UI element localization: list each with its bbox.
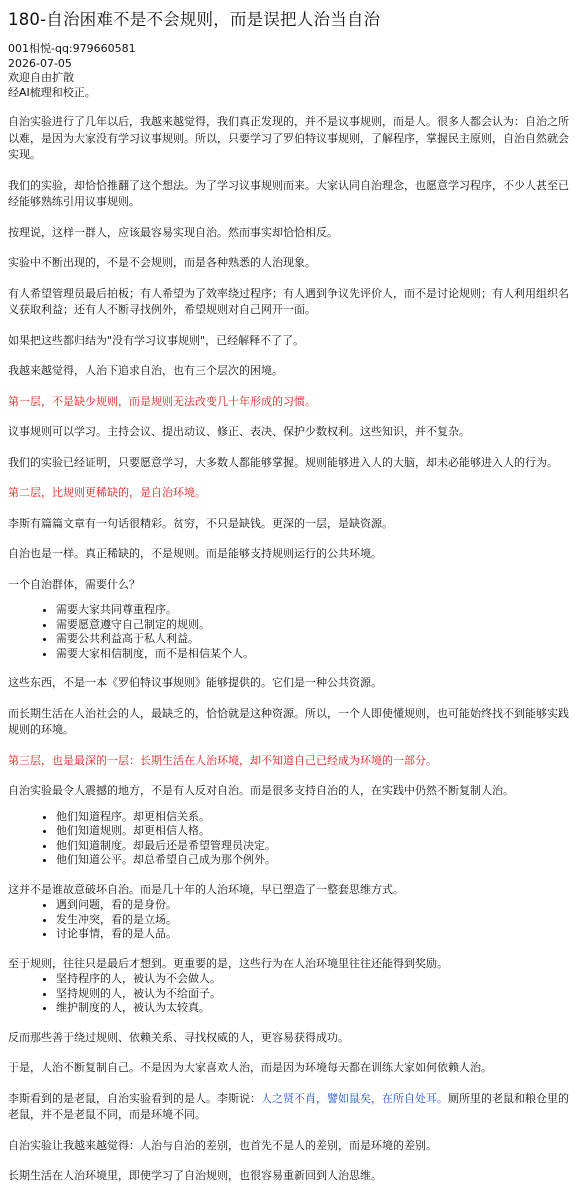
list-item: • 需要愿意遵守自己制定的规则。 [56, 618, 577, 633]
paragraph: 自治也是一样。真正稀缺的，不是规则。而是能够支持规则运行的公共环境。 [8, 547, 382, 560]
list-item: • 他们知道制度。却最后还是希望管理员决定。 [56, 839, 577, 854]
ai-note: 经AI梳理和校正。 [8, 85, 96, 99]
text-run: 厕所里的老鼠和粮仓里的老鼠，并不是老鼠不同，而是环境不同。 [8, 1091, 569, 1121]
paragraph: 如果把这些都归结为"没有学习议事规则"，已经解释不了了。 [8, 333, 305, 347]
list-item: • 需要大家相信制度，而不是相信某个人。 [56, 647, 577, 662]
list-item: • 他们知道公平。却总希望自己成为那个例外。 [56, 853, 577, 868]
paragraph: 议事规则可以学习。主持会议、提出动议、修正、表决、保护少数权利。这些知识，并不复杂。 [8, 425, 470, 438]
paragraph: 于是，人治不断复制自己。不是因为大家喜欢人治，而是因为环境每天都在训练大家如何依赖人治。 [8, 1061, 492, 1074]
paragraph: 这些东西，不是一本《罗伯特议事规则》能够提供的。它们是一种公共资源。 [8, 676, 382, 689]
quote-highlight: 人之贤不肖，譬如鼠矣，在所自处耳。 [261, 1091, 448, 1105]
text-run: 李斯看到的是老鼠，自治实验看到的是人。李斯说： [8, 1091, 261, 1105]
paragraph: 李斯有篇篇文章有一句话很精彩。贫穷，不只是缺钱。更深的一层，是缺资源。 [8, 516, 393, 530]
thinking-list [8, 898, 577, 942]
knowing-list [8, 810, 577, 868]
date-line: 2026-07-05 [8, 56, 72, 70]
list-item: • 坚持程序的人，被认为不会做人。 [56, 972, 577, 987]
list-item: • 需要公共利益高于私人利益。 [56, 632, 577, 647]
list-item: • 他们知道程序。却更相信关系。 [56, 810, 577, 825]
paragraph: 自治实验进行了几年以后，我越来越觉得，我们真正发现的，并不是议事规则，而是人。很多人都会认为：自治之所以难，是因为大家没有学习议事规则。所以，只要学习了罗伯特议事规则，了解程序，掌握民主原则，自治自然就会实现。 [8, 115, 569, 161]
paragraph: 自治实验让我越来越觉得：人治与自治的差别，也首先不是人的差别，而是环境的差别。 [8, 1138, 437, 1152]
paragraph: 自治实验最令人震撼的地方，不是有人反对自治。而是很多支持自治的人，在实践中仍然不断复制人治。 [8, 784, 514, 797]
list-item: • 遇到问题，看的是身份。 [56, 898, 577, 913]
paragraph: 长期生活在人治环境里，即使学习了自治规则，也很容易重新回到人治思维。 [8, 1169, 382, 1182]
share-note: 欢迎自由扩散 [8, 71, 74, 84]
section-heading-2: 第二层，比规则更稀缺的，是自治环境。 [8, 486, 206, 499]
paragraph: 一个自治群体，需要什么？ [8, 577, 140, 591]
paragraph [8, 1091, 577, 1124]
paragraph: 这并不是谁故意破坏自治。而是几十年的人治环境，早已塑造了一整套思维方式。 [8, 882, 404, 896]
article-meta [8, 42, 577, 100]
paragraph: 我们的实验，却恰恰推翻了这个想法。为了学习议事规则而来。大家认同自治理念，也愿意学习程序，不少人甚至已经能够熟练引用议事规则。 [8, 178, 569, 208]
reward-list [8, 972, 577, 1016]
section-heading-3: 第三层，也是最深的一层：长期生活在人治环境，却不知道自己已经成为环境的一部分。 [8, 753, 437, 767]
paragraph: 至于规则，往往只是最后才想到。更重要的是，这些行为在人治环境里往往还能得到奖励。 [8, 956, 448, 970]
paragraph: 有人希望管理员最后拍板；有人希望为了效率绕过程序；有人遇到争议先评价人，而不是讨论规则；有人利用组织名义获取利益；还有人不断寻找例外，希望规则对自己网开一面。 [8, 286, 569, 316]
list-item: • 坚持规则的人，被认为不给面子。 [56, 987, 577, 1002]
list-item: • 需要大家共同尊重程序。 [56, 603, 577, 618]
paragraph: 我越来越觉得，人治下追求自治，也有三个层次的困境。 [8, 364, 283, 377]
paragraph: 实验中不断出现的，不是不会规则，而是各种熟悉的人治现象。 [8, 256, 316, 269]
author-line: 001相悦-qq:979660581 [8, 42, 136, 55]
list-item: • 讨论事情，看的是人品。 [56, 927, 577, 942]
paragraph: 我们的实验已经证明，只要愿意学习，大多数人都能够掌握。规则能够进入人的大脑，却未必能够进入人的行为。 [8, 455, 558, 469]
list-item: • 他们知道规则。却更相信人格。 [56, 824, 577, 839]
section-heading-1: 第一层，不是缺少规则，而是规则无法改变几十年形成的习惯。 [8, 394, 316, 408]
paragraph: 而长期生活在人治社会的人，最缺乏的，恰恰就是这种资源。所以，一个人即使懂规则，也可能始终找不到能够实践规则的环境。 [8, 706, 569, 736]
needs-list [8, 603, 577, 661]
paragraph: 按理说，这样一群人，应该最容易实现自治。然而事实却恰恰相反。 [8, 225, 338, 239]
paragraph: 反而那些善于绕过规则、依赖关系、寻找权威的人，更容易获得成功。 [8, 1030, 349, 1044]
list-item: • 维护制度的人，被认为太较真。 [56, 1001, 577, 1016]
article-title: 180-自治困难不是不会规则，而是误把人治当自治 [8, 10, 381, 29]
list-item: • 发生冲突，看的是立场。 [56, 913, 577, 928]
